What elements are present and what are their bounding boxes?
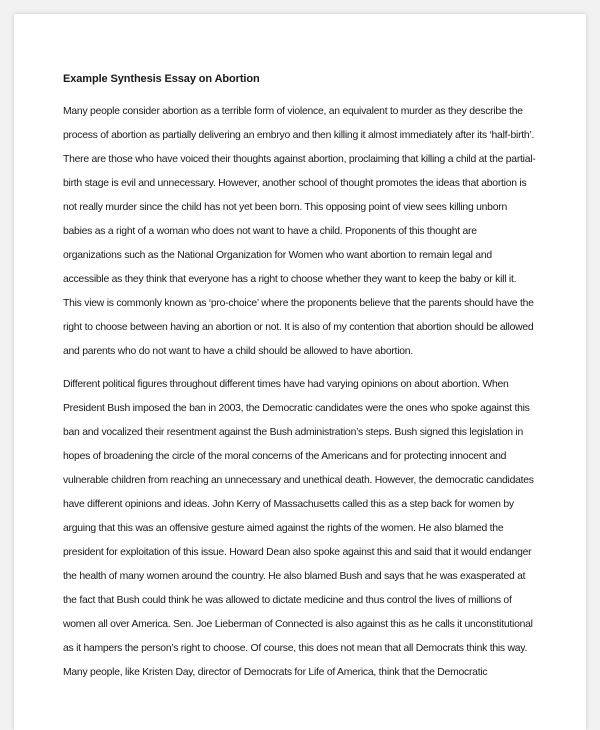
text-line: accessible as they think that everyone has a right to choose whether they want to keep the baby or kill it.	[63, 274, 517, 285]
text-line: Many people consider abortion as a terrible form of violence, an equivalent to murder as they describe the	[63, 106, 523, 117]
text-line: the fact that Bush could think he was allowed to dictate medicine and thus control the lives of millions of	[63, 595, 512, 606]
text-line: and parents who do not want to have a child should be allowed to have abortion.	[63, 346, 413, 357]
document-content	[63, 72, 536, 685]
paragraph-1	[63, 100, 536, 364]
text-line: There are those who have voiced their thoughts against abortion, proclaiming that killing a child at the partial-	[63, 154, 536, 165]
text-line: right to choose between having an abortion or not. It is also of my contention that abortion should be allowed	[63, 322, 534, 333]
text-line: have different opinions and ideas. John Kerry of Massachusetts called this as a step back for women by	[63, 499, 514, 510]
text-line: Different political figures throughout different times have had varying opinions on about abortion. When	[63, 379, 509, 390]
text-line: arguing that this was an offensive gesture aimed against the rights of the women. He also blamed the	[63, 523, 504, 534]
text-line: women all over America. Sen. Joe Lieberman of Connected is also against this as he calls it unconstitutional	[63, 619, 533, 630]
text-line: president for exploitation of this issue. Howard Dean also spoke against this and said that it would endanger	[63, 547, 532, 558]
document-title: Example Synthesis Essay on Abortion	[63, 73, 260, 85]
document-page	[14, 14, 586, 730]
text-line: hopes of broadening the circle of the moral concerns of the Americans and for protecting innocent and	[63, 451, 507, 462]
text-line: This view is commonly known as ‘pro-choice’ where the proponents believe that the parents should have the	[63, 298, 534, 309]
text-line: President Bush imposed the ban in 2003, the Democratic candidates were the ones who spoke against this	[63, 403, 530, 414]
text-line: babies as a right of a woman who does not want to have a child. Proponents of this thought are	[63, 226, 477, 237]
text-line: vulnerable children from reaching an unnecessary and unethical death. However, the democratic candidates	[63, 475, 534, 486]
text-line: Many people, like Kristen Day, director of Democrats for Life of America, think that the Democratic	[63, 667, 488, 678]
text-line: the health of many women around the country. He also blamed Bush and says that he was exasperated at	[63, 571, 526, 582]
paragraph-2	[63, 373, 534, 685]
text-line: organizations such as the National Organization for Women who want abortion to remain legal and	[63, 250, 492, 261]
text-line: process of abortion as partially delivering an embryo and then killing it almost immediately after its ‘half-birth’.	[63, 130, 535, 141]
text-line: birth stage is evil and unnecessary. However, another school of thought promotes the ideas that abortion is	[63, 178, 527, 189]
text-line: as it hampers the person’s right to choose. Of course, this does not mean that all Democrats think this way.	[63, 643, 528, 654]
text-line: ban and vocalized their resentment against the Bush administration’s steps. Bush signed this legislation in	[63, 427, 523, 438]
text-line: not really murder since the child has not yet been born. This opposing point of view sees killing unborn	[63, 202, 507, 213]
